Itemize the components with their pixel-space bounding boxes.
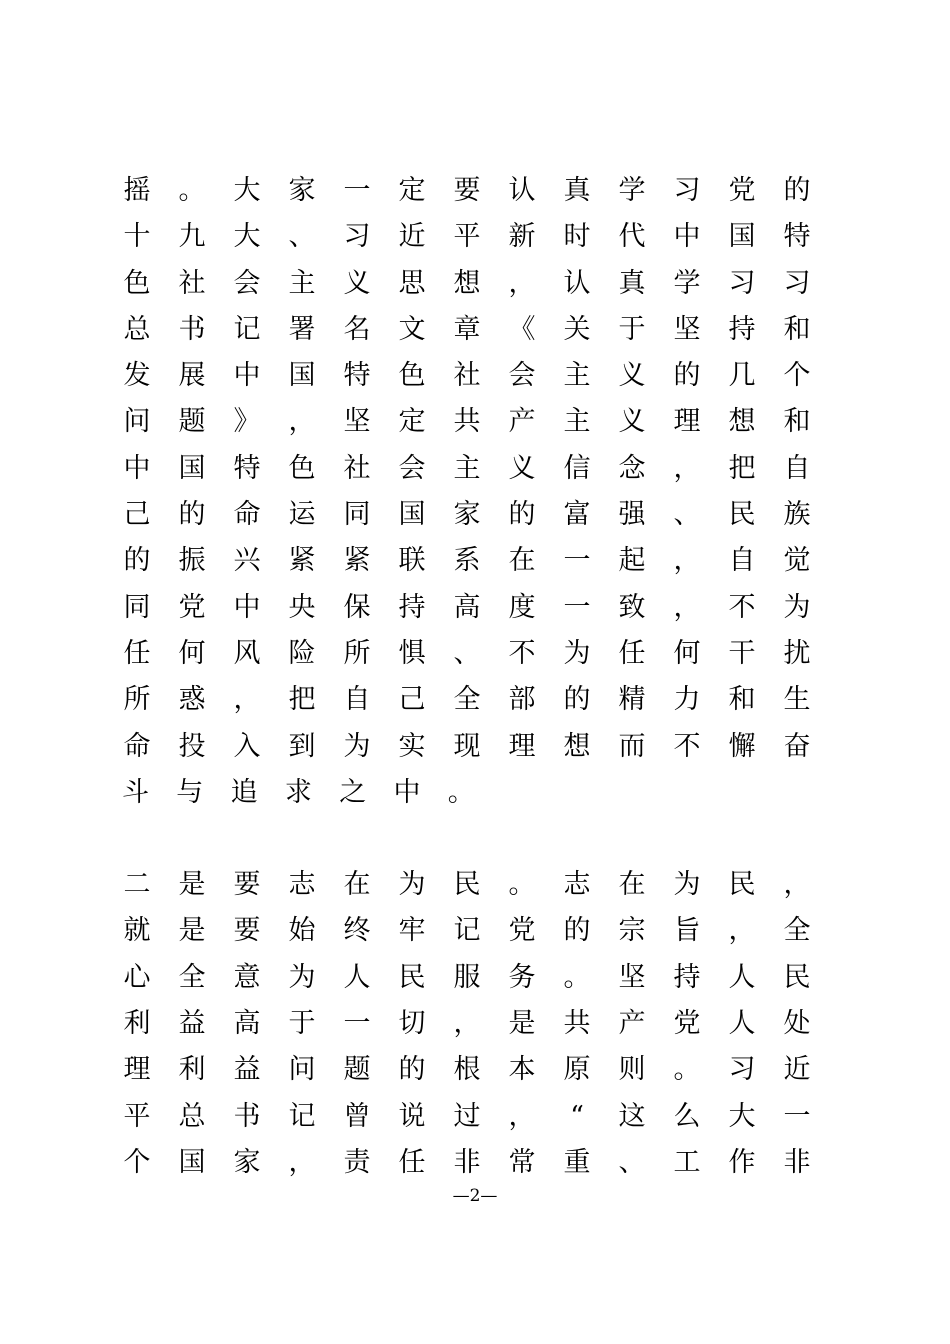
character: 利 [123,1008,151,1040]
character: 到 [288,730,316,762]
character: 奋 [783,730,811,762]
character: 人 [728,1008,756,1040]
character: 起 [618,545,646,577]
character: 产 [618,1008,646,1040]
character: 平 [123,1100,151,1132]
text-line [122,1001,812,1047]
character: 的 [508,499,536,531]
character: 同 [343,499,371,531]
character: 为 [398,869,426,901]
character: 总 [178,1100,206,1132]
character: ， [508,1100,536,1132]
character: 党 [508,915,536,947]
character: 义 [618,406,646,438]
character: 非 [453,1146,481,1178]
character: 人 [343,961,371,993]
character: 、 [288,221,316,253]
character: 民 [783,961,811,993]
character: 是 [178,869,206,901]
character: 要 [233,915,261,947]
character: 的 [563,915,591,947]
character: 社 [453,360,481,392]
character: 险 [288,637,316,669]
character: 本 [508,1054,536,1086]
character: 己 [398,684,426,716]
character: ， [728,915,756,947]
character: 个 [783,360,811,392]
character: 常 [508,1146,536,1178]
character: 想 [453,267,481,299]
text-line [122,955,812,1001]
character: “ [570,1100,584,1132]
character: 的 [123,545,151,577]
character: 为 [563,637,591,669]
character: 意 [233,961,261,993]
character: 力 [673,684,701,716]
character: 义 [343,267,371,299]
character: 的 [398,1054,426,1086]
character: 大 [728,1100,756,1132]
character: 高 [453,591,481,623]
character: 、 [618,1146,646,1178]
character: 追 [230,776,258,808]
character: 民 [398,961,426,993]
body-text [122,168,812,1186]
character: ， [783,869,811,901]
character: 自 [343,684,371,716]
character: 的 [783,175,811,206]
character: 理 [508,730,536,762]
character: 央 [288,591,316,623]
character: 处 [783,1008,811,1040]
character: 近 [783,1054,811,1086]
character: 不 [508,637,536,669]
character: 特 [343,360,371,392]
character: 党 [673,1008,701,1040]
character: 过 [453,1100,481,1132]
character: 为 [783,591,811,623]
character: 产 [508,406,536,438]
character: 家 [288,175,316,206]
character: ， [508,267,536,299]
character: 强 [618,499,646,531]
character: 和 [728,684,756,716]
character: 斗 [122,776,149,808]
character: 摇 [123,175,151,206]
character: 义 [508,452,536,484]
character: 》 [233,406,261,438]
character: 习 [343,221,371,253]
character: 、 [673,499,701,531]
character: 同 [123,591,151,623]
character: 觉 [783,545,811,577]
character: ， [288,1146,316,1178]
character: 志 [563,869,591,901]
character: 扰 [783,637,811,669]
text-line [122,353,812,399]
character: 学 [673,267,701,299]
character: 己 [123,499,151,531]
character: 惧 [398,637,426,669]
character: 问 [123,406,151,438]
character: 坚 [673,313,701,345]
character: 一 [343,175,371,206]
character: 联 [398,545,426,577]
character: 全 [453,684,481,716]
character: 说 [398,1100,426,1132]
character: 族 [783,499,811,531]
character: 个 [123,1146,151,1178]
character: 几 [728,360,756,392]
text-line [122,862,812,908]
character: 主 [453,452,481,484]
character: 高 [233,1008,261,1040]
character: 是 [178,915,206,947]
character: 习 [673,175,701,206]
character: 新 [508,221,536,253]
character: 入 [233,730,261,762]
character: 会 [398,452,426,484]
character: 旨 [673,915,701,947]
character: 在 [508,545,536,577]
character: 文 [398,313,426,345]
character: 所 [123,684,151,716]
character: 不 [728,591,756,623]
character: 人 [728,961,756,993]
character: 记 [288,1100,316,1132]
text-line [122,214,812,260]
character: 保 [343,591,371,623]
character: 。 [508,869,536,901]
text-line [122,446,812,492]
character: ， [673,591,701,623]
character: 想 [563,730,591,762]
text-line [122,307,812,353]
text-line [122,908,812,954]
character: 国 [728,221,756,253]
character: 中 [393,776,421,808]
character: 之 [339,776,367,808]
character: 认 [508,175,536,206]
character: 真 [563,175,591,206]
character: 益 [178,1008,206,1040]
character: 为 [343,730,371,762]
character: 中 [233,360,261,392]
character: 国 [288,360,316,392]
character: 会 [233,267,261,299]
character: 利 [178,1054,206,1086]
character: 想 [728,406,756,438]
character: 思 [398,267,426,299]
character: 不 [673,730,701,762]
character: 色 [398,360,426,392]
character: 问 [288,1054,316,1086]
text-line [122,1094,812,1140]
character: 原 [563,1054,591,1086]
character: 求 [284,776,312,808]
character: 度 [508,591,536,623]
character: 民 [728,869,756,901]
character: 一 [783,1100,811,1132]
character: 要 [233,869,261,901]
character: 是 [508,1008,536,1040]
character: 习 [783,267,811,299]
character: 这 [618,1100,646,1132]
character: 而 [618,730,646,762]
character: 会 [508,360,536,392]
character: 曾 [343,1100,371,1132]
character: 精 [618,684,646,716]
character: 牢 [398,915,426,947]
character: 坚 [343,406,371,438]
character: 非 [783,1146,811,1178]
paragraph-gap [122,816,812,862]
paragraph-1 [122,168,812,816]
character: 社 [178,267,206,299]
character: 就 [123,915,151,947]
character: 持 [673,961,701,993]
character: 民 [453,869,481,901]
character: 务 [508,961,536,993]
character: ， [673,452,701,484]
character: 习 [728,267,756,299]
character: 紧 [343,545,371,577]
character: 国 [398,499,426,531]
character: 署 [288,313,316,345]
character: 色 [123,267,151,299]
character: 作 [728,1146,756,1178]
character: 时 [563,221,591,253]
character: 部 [508,684,536,716]
character: ， [453,1008,481,1040]
character: 习 [728,1054,756,1086]
character: 学 [618,175,646,206]
character: 中 [673,221,701,253]
character: 大 [233,221,261,253]
character: 持 [398,591,426,623]
character: 认 [563,267,591,299]
text-line [122,631,812,677]
character: 九 [178,221,206,253]
character: 所 [343,637,371,669]
text-line [122,1140,812,1186]
character: 干 [728,637,756,669]
paragraph-2 [122,862,812,1186]
character: 宗 [618,915,646,947]
character: 特 [783,221,811,253]
character: 重 [563,1146,591,1178]
character: ， [233,684,261,716]
character: ， [288,406,316,438]
character: 富 [563,499,591,531]
character: 共 [453,406,481,438]
character: 责 [343,1146,371,1178]
character: 近 [398,221,426,253]
page-number: —2— [452,1186,498,1206]
character: 平 [453,221,481,253]
character: 为 [673,869,701,901]
character: 主 [288,267,316,299]
character: 实 [398,730,426,762]
character: 理 [123,1054,151,1086]
character: 全 [783,915,811,947]
character: 现 [453,730,481,762]
character: 的 [563,684,591,716]
character: 运 [288,499,316,531]
character: 命 [233,499,261,531]
character: 命 [123,730,151,762]
character: 党 [178,591,206,623]
character: 书 [233,1100,261,1132]
character: 记 [453,915,481,947]
character: 十 [123,221,151,253]
character: 题 [178,406,206,438]
character: 名 [343,313,371,345]
character: 兴 [233,545,261,577]
character: 把 [288,684,316,716]
character: 真 [618,267,646,299]
character: 的 [178,499,206,531]
character: 自 [783,452,811,484]
character: 始 [288,915,316,947]
character: 服 [453,961,481,993]
character: 在 [618,869,646,901]
character: 理 [673,406,701,438]
character: 书 [178,313,206,345]
text-line [122,724,812,770]
text-line [122,677,812,723]
character: 发 [123,360,151,392]
character: 持 [728,313,756,345]
character: 主 [563,360,591,392]
character: 风 [233,637,261,669]
character: 信 [563,452,591,484]
character: 社 [343,452,371,484]
character: 。 [178,175,206,206]
text-line [122,261,812,307]
character: 一 [343,1008,371,1040]
character: 任 [123,637,151,669]
character: 为 [288,961,316,993]
text-line [122,585,812,631]
character: 何 [178,637,206,669]
character: 任 [398,1146,426,1178]
character: 生 [783,684,811,716]
character: 《 [508,313,536,345]
character: 二 [123,869,151,901]
character: 根 [453,1054,481,1086]
character: 志 [288,869,316,901]
character: 工 [673,1146,701,1178]
character: 展 [178,360,206,392]
character: 念 [618,452,646,484]
character: 一 [563,591,591,623]
character: 于 [618,313,646,345]
character: 民 [728,499,756,531]
character: 党 [728,175,756,206]
character: 全 [178,961,206,993]
character: 振 [178,545,206,577]
character: 国 [178,1146,206,1178]
character: 代 [618,221,646,253]
character: 与 [176,776,204,808]
character: 自 [728,545,756,577]
character: 中 [233,591,261,623]
character: 何 [673,637,701,669]
character: 总 [123,313,151,345]
character: 定 [398,175,426,206]
character: 系 [453,545,481,577]
character: 色 [288,452,316,484]
character: 在 [343,869,371,901]
character: 的 [673,360,701,392]
text-line [122,538,812,584]
character: 义 [618,360,646,392]
character: 特 [233,452,261,484]
character: 懈 [728,730,756,762]
text-line [122,399,812,445]
character: 定 [398,406,426,438]
character: 。 [673,1054,701,1086]
character: 益 [233,1054,261,1086]
character: 么 [673,1100,701,1132]
character: 把 [728,452,756,484]
character: 一 [563,545,591,577]
character: 、 [453,637,481,669]
character: 题 [343,1054,371,1086]
character: 要 [453,175,481,206]
character: 中 [123,452,151,484]
character: 紧 [288,545,316,577]
character: 终 [343,915,371,947]
character: 关 [563,313,591,345]
character: 家 [453,499,481,531]
character: 家 [233,1146,261,1178]
character: 惑 [178,684,206,716]
character: 投 [178,730,206,762]
character: 致 [618,591,646,623]
character: 章 [453,313,481,345]
character: 记 [233,313,261,345]
character: 任 [618,637,646,669]
character: 。 [563,961,591,993]
character: 大 [233,175,261,206]
character: 则 [618,1054,646,1086]
character: ， [673,545,701,577]
text-line [122,770,812,816]
character: 心 [123,961,151,993]
character: 和 [783,313,811,345]
character: 坚 [618,961,646,993]
text-line [122,492,812,538]
character: 切 [398,1008,426,1040]
character: 国 [178,452,206,484]
character: 主 [563,406,591,438]
character: 于 [288,1008,316,1040]
character: 共 [563,1008,591,1040]
character: 和 [783,406,811,438]
text-line [122,1047,812,1093]
character: 。 [447,776,475,808]
text-line [122,168,812,214]
